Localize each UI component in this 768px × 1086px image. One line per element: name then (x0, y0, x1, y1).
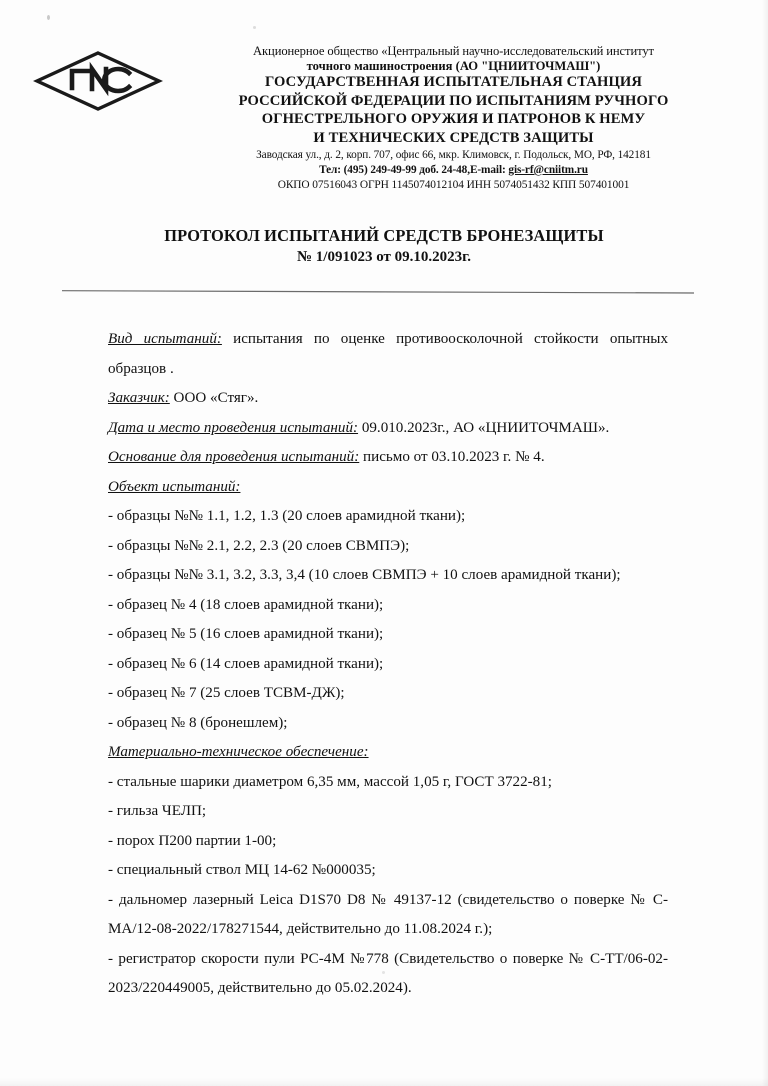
org-title-line-4: И ТЕХНИЧЕСКИХ СРЕДСТВ ЗАЩИТЫ (313, 129, 594, 146)
org-title-line-3: ОГНЕСТРЕЛЬНОГО ОРУЖИЯ И ПАТРОНОВ К НЕМУ (261, 111, 646, 128)
list-item: - стальные шарики диаметром 6,35 мм, массой 1,05 г, ГОСТ 3722-81; (108, 773, 552, 790)
field-date-place-value: 09.010.2023г., АО «ЦНИИТОЧМАШ». (358, 419, 610, 436)
list-item: - дальномер лазерный Leica D1S70 D8 № 49137-12 (свидетельство о поверке № С-МА/12-08-2022/178271544, действительно до 11.08.2024 г.); (108, 891, 668, 937)
field-date-place-label: Дата и место проведения испытаний: (108, 419, 359, 436)
list-item: - специальный ствол МЦ 14-62 №000035; (108, 862, 376, 878)
list-item: - образец № 5 (16 слоев арамидной ткани); (108, 626, 384, 642)
list-item: - образец № 8 (бронешлем); (108, 714, 288, 731)
list-item: - образцы №№ 1.1, 1.2, 1.3 (20 слоев арамидной ткани); (108, 508, 466, 524)
field-object-label: Объект испытаний: (108, 478, 241, 495)
org-address: Заводская ул., д. 2, корп. 707, офис 66, мкр. Климовск, г. Подольск, МО, РФ, 142181 (256, 149, 651, 162)
org-contacts (195, 164, 712, 177)
field-customer (108, 384, 668, 414)
org-line-2: точного машиностроения (АО "ЦНИИТОЧМАШ") (306, 58, 601, 73)
logo-container (0, 44, 195, 112)
document-title-block (0, 226, 768, 266)
test-objects-list (108, 502, 668, 738)
list-item: - регистратор скорости пули РС-4М №778 (Свидетельство о поверке № С-ТТ/06-02-2023/220449005, действительно до 05.02.2024). (108, 950, 668, 996)
org-title-line-1: ГОСУДАРСТВЕННАЯ ИСПЫТАТЕЛЬНАЯ СТАНЦИЯ (265, 74, 642, 91)
field-basis-label: Основание для проведения испытаний: (108, 449, 360, 465)
equipment-list (108, 768, 668, 1004)
list-item: - гильза ЧЕЛП; (108, 803, 207, 819)
organization-block (195, 44, 768, 192)
org-line-1: Акционерное общество «Центральный научно-исследовательский институт (253, 44, 654, 58)
field-object-label-row (108, 473, 668, 503)
scan-edge-shading-bottom (0, 1078, 768, 1086)
letterhead (0, 44, 768, 192)
header-divider-rule (62, 290, 694, 293)
list-item: - образцы №№ 2.1, 2.2, 2.3 (20 слоев СВМПЭ); (108, 537, 410, 554)
org-registration-codes: ОКПО 07516043 ОГРН 1145074012104 ИНН 5074051432 КПП 507401001 (277, 178, 630, 191)
field-customer-label: Заказчик: (108, 390, 170, 406)
org-title-line-2: РОССИЙСКОЙ ФЕДЕРАЦИИ ПО ИСПЫТАНИЯМ РУЧНОГО (238, 92, 669, 109)
field-basis-value: письмо от 03.10.2023 г. № 4. (359, 449, 545, 465)
document-body (108, 325, 668, 1004)
field-date-place (108, 414, 668, 444)
scan-speck (47, 15, 50, 20)
list-item: - порох П200 партии 1-00; (108, 832, 277, 849)
list-item: - образцы №№ 3.1, 3.2, 3.3, 3,4 (10 слоев СВМПЭ + 10 слоев арамидной ткани); (108, 567, 621, 583)
list-item: - образец № 7 (25 слоев ТСВМ-ДЖ); (108, 685, 345, 701)
field-basis (108, 443, 668, 473)
field-customer-value: ООО «Стяг». (169, 390, 259, 406)
document-number: № 1/091023 от 09.10.2023г. (296, 249, 472, 265)
org-email-link[interactable]: gis-rf@cniitm.ru (508, 163, 588, 176)
gis-diamond-logo-icon (33, 50, 163, 112)
field-test-type (108, 325, 668, 384)
field-equipment-label-row (108, 738, 668, 768)
field-test-type-label: Вид испытаний: (108, 331, 222, 347)
field-test-type-value: испытания по оценке противоосколочной стойкости опытных образцов . (108, 331, 668, 377)
scan-speck (253, 26, 256, 29)
list-item: - образец № 4 (18 слоев арамидной ткани); (108, 596, 384, 613)
document-title: ПРОТОКОЛ ИСПЫТАНИЙ СРЕДСТВ БРОНЕЗАЩИТЫ (164, 226, 604, 245)
org-phone-label: Тел: (495) 249-49-99 доб. 24-48,E-mail: (319, 163, 509, 176)
list-item: - образец № 6 (14 слоев арамидной ткани); (108, 655, 384, 672)
field-equipment-label: Материально-техническое обеспечение: (108, 744, 369, 760)
